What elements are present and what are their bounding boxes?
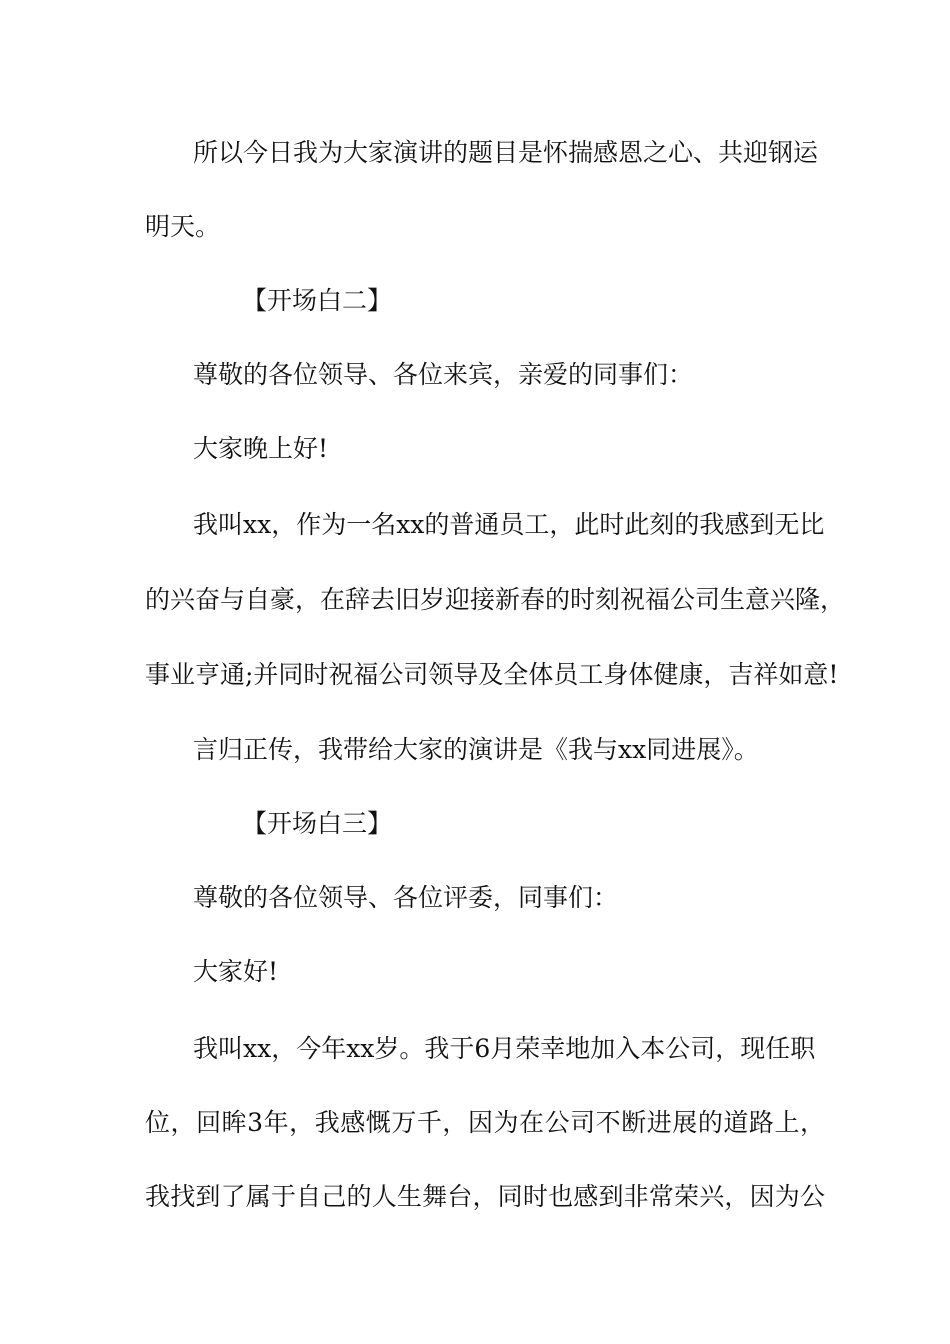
paragraph-line: 明天。 <box>145 212 221 241</box>
paragraph-line: 言归正传，我带给大家的演讲是《我与xx同进展》。 <box>193 735 759 764</box>
paragraph-line: 我找到了属于自己的人生舞台，同时也感到非常荣兴，因为公 <box>145 1182 825 1211</box>
paragraph-line: 所以今日我为大家演讲的题目是怀揣感恩之心、共迎钢运 <box>193 138 819 167</box>
paragraph-line: 尊敬的各位领导、各位评委，同事们： <box>193 883 619 912</box>
paragraph-line: 大家晚上好! <box>193 434 329 463</box>
paragraph-line: 位，回眸3年，我感慨万千，因为在公司不断进展的道路上， <box>145 1108 825 1137</box>
paragraph-line: 大家好! <box>193 957 279 986</box>
paragraph-line: 我叫xx，今年xx岁。我于6月荣幸地加入本公司，现任职 <box>193 1034 816 1063</box>
paragraph-line: 尊敬的各位领导、各位来宾，亲爱的同事们： <box>193 360 694 389</box>
paragraph-line: 的兴奋与自豪，在辞去旧岁迎接新春的时刻祝福公司生意兴隆， <box>145 585 846 614</box>
section-heading: 【开场白二】 <box>242 286 393 315</box>
paragraph-line: 我叫xx，作为一名xx的普通员工，此时此刻的我感到无比 <box>193 510 825 539</box>
paragraph-line: 事业亨通;并同时祝福公司领导及全体员工身体健康，吉祥如意! <box>145 660 839 689</box>
section-heading: 【开场白三】 <box>242 809 393 838</box>
